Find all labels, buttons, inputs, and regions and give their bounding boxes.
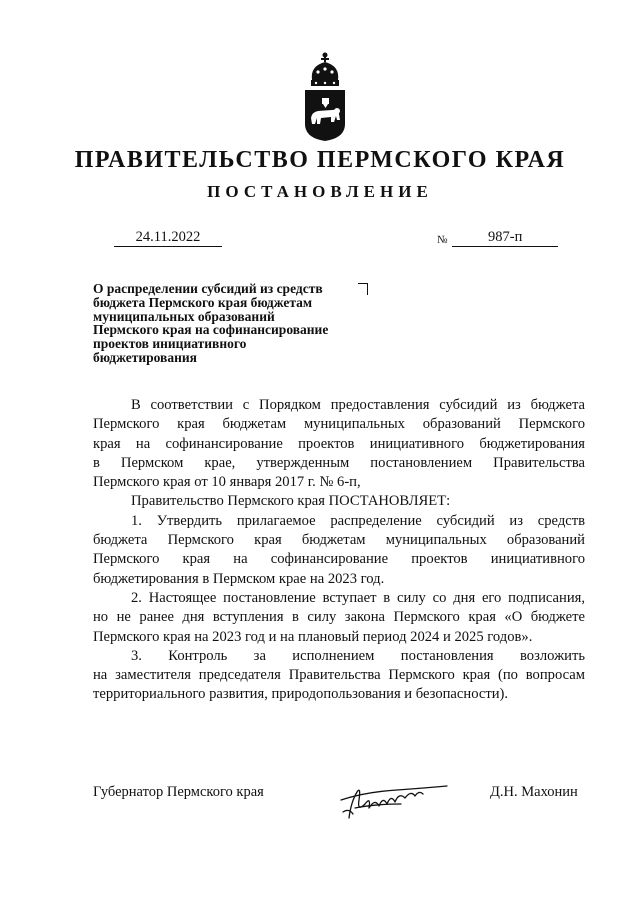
document-subject [93,282,383,365]
body-line: в Пермском крае, утвержденным постановлением Правительства [93,454,585,471]
body-line: 1. Утвердить прилагаемое распределение субсидий из средств [131,512,585,529]
government-title: ПРАВИТЕЛЬСТВО ПЕРМСКОГО КРАЯ [74,147,566,173]
number-underline [452,246,558,247]
subject-line: проектов инициативного [93,336,247,352]
subject-line: бюджета Пермского края бюджетам [93,294,313,310]
subject-line: О распределении субсидий из средств [93,281,323,296]
document-body [93,396,585,705]
subject-line: Пермского края на софинансирование [93,322,329,338]
body-line: Пермского края на софинансирование проектов инициативного [93,551,585,568]
subject-corner-bracket [358,283,368,295]
body-line: Правительство Пермского края ПОСТАНОВЛЯЕТ: [131,493,451,510]
body-line: Пермского края от 10 января 2017 г. № 6-п, [93,474,361,491]
body-line: В соответствии с Порядком предоставления субсидий из бюджета [131,397,585,413]
body-line: бюджетирования в Пермском крае на 2023 год. [93,570,385,587]
handwritten-signature [335,778,455,822]
document-type: ПОСТАНОВЛЕНИЕ [207,182,433,201]
body-line: но не ранее дня вступления в силу закона Пермского края «О бюджете [93,609,585,626]
body-line: края на софинансирование проектов инициативного бюджетирования [93,435,585,452]
signatory-position: Губернатор Пермского края [93,784,264,800]
coat-of-arms-icon [302,50,348,142]
body-line: 2. Настоящее постановление вступает в силу со дня его подписания, [131,589,585,606]
subject-line: бюджетирования [93,349,197,365]
document-number: 987-п [488,229,523,245]
body-line: на заместителя председателя Правительства Пермского края (по вопросам [93,667,585,684]
body-line: Пермского края бюджетам муниципальных образований Пермского [93,416,585,433]
body-line: 3. Контроль за исполнением постановления возложить [131,647,585,664]
body-line: территориального развития, природопользования и безопасности). [93,686,509,703]
number-sign: № [437,234,448,246]
body-line: Пермского края на 2023 год и на плановый период 2024 и 2025 годов». [93,628,533,645]
subject-line: муниципальных образований [93,308,275,324]
document-date: 24.11.2022 [114,228,222,247]
signatory-name: Д.Н. Махонин [490,784,578,800]
body-line: бюджета Пермского края бюджетам муниципальных образований [93,532,585,549]
crown-icon [311,53,339,87]
